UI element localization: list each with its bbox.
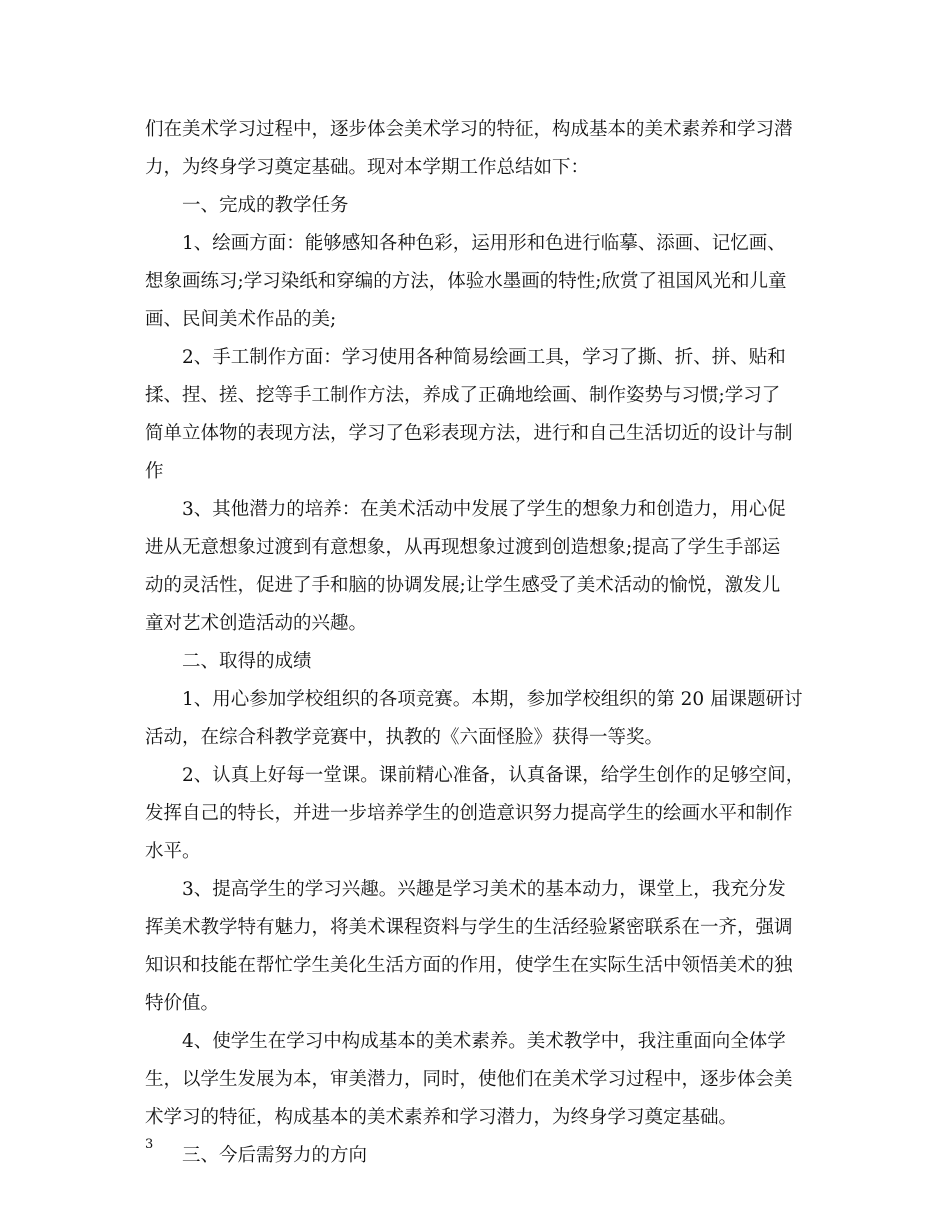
text-line: 画、民间美术作品的美;	[145, 309, 337, 330]
text-line: 1、用心参加学校组织的各项竞赛。本期，参加学校组织的第 20 届课题研讨	[182, 689, 803, 710]
text-line: 1、绘画方面：能够感知各种色彩，运用形和色进行临摹、添画、记忆画、	[182, 233, 786, 254]
text-line: 3、其他潜力的培养：在美术活动中发展了学生的想象力和创造力，用心促	[182, 499, 786, 520]
text-line: 简单立体物的表现方法，学习了色彩表现方法，进行和自己生活切近的设计与制	[145, 423, 793, 444]
text-line: 水平。	[145, 841, 201, 862]
section-heading: 一、完成的教学任务	[182, 195, 349, 216]
text-line: 想象画练习;学习染纸和穿编的方法，体验水墨画的特性;欣赏了祖国风光和儿童	[145, 271, 787, 292]
text-line: 挥美术教学特有魅力，将美术课程资料与学生的生活经验紧密联系在一齐，强调	[145, 917, 793, 938]
text-line: 们在美术学习过程中，逐步体会美术学习的特征，构成基本的美术素养和学习潜	[145, 119, 793, 140]
text-line: 进从无意想象过渡到有意想象，从再现想象过渡到创造想象;提高了学生手部运	[145, 537, 781, 558]
text-line: 生，以学生发展为本，审美潜力，同时，使他们在美术学习过程中，逐步体会美	[145, 1069, 793, 1090]
text-line: 特价值。	[145, 993, 220, 1014]
section-heading: 三、今后需努力的方向	[182, 1145, 368, 1166]
text-line: 2、手工制作方面：学习使用各种简易绘画工具，学习了撕、折、拼、贴和	[182, 347, 786, 368]
text-line: 发挥自己的特长，并进一步培养学生的创造意识努力提高学生的绘画水平和制作	[145, 803, 793, 824]
text-line: 术学习的特征，构成基本的美术素养和学习潜力，为终身学习奠定基础。	[145, 1107, 738, 1128]
text-line: 2、认真上好每一堂课。课前精心准备，认真备课，给学生创作的足够空间，	[182, 765, 805, 786]
text-line: 活动，在综合科教学竞赛中，执教的《六面怪脸》获得一等奖。	[145, 727, 664, 748]
text-line: 揉、捏、搓、挖等手工制作方法，养成了正确地绘画、制作姿势与习惯;学习了	[145, 385, 781, 406]
text-line: 力，为终身学习奠定基础。现对本学期工作总结如下：	[145, 157, 590, 178]
text-line: 童对艺术创造活动的兴趣。	[145, 613, 368, 634]
text-line: 4、使学生在学习中构成基本的美术素养。美术教学中，我注重面向全体学	[182, 1031, 786, 1052]
page-number: 3	[145, 1137, 154, 1152]
section-heading: 二、取得的成绩	[182, 651, 312, 672]
text-line: 作	[145, 461, 164, 482]
text-line: 知识和技能在帮忙学生美化生活方面的作用，使学生在实际生活中领悟美术的独	[145, 955, 793, 976]
text-line: 3、提高学生的学习兴趣。兴趣是学习美术的基本动力，课堂上，我充分发	[182, 879, 786, 900]
text-line: 动的灵活性，促进了手和脑的协调发展;让学生感受了美术活动的愉悦，激发儿	[145, 575, 781, 596]
